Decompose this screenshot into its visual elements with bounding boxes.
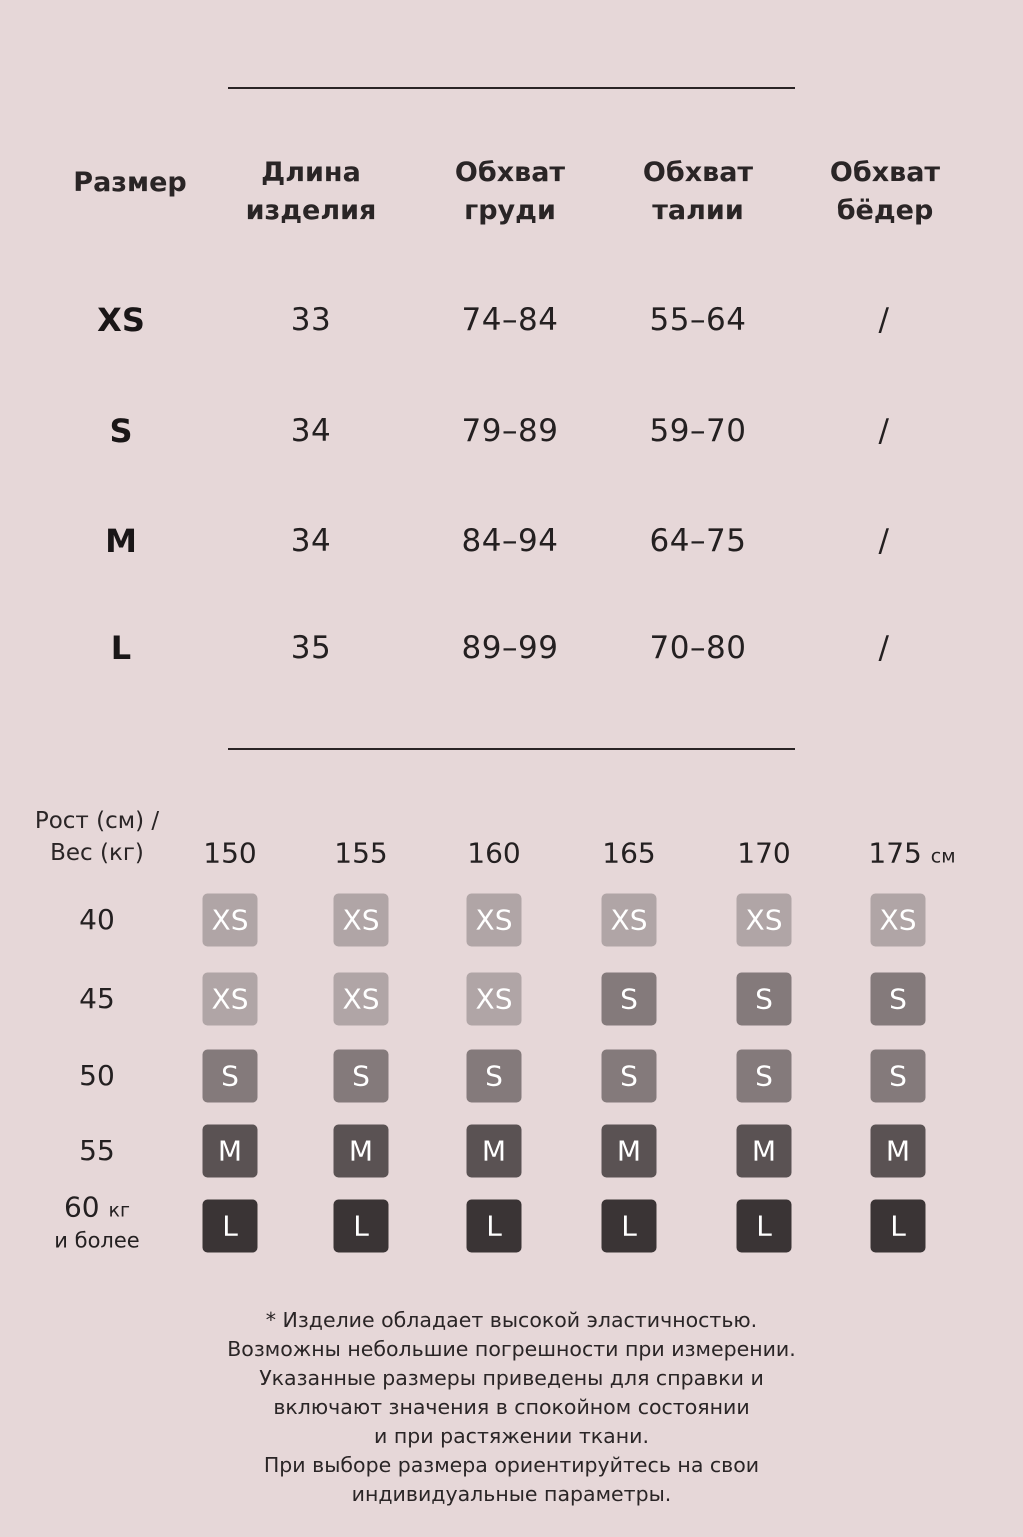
size-badge-l: L <box>203 1200 258 1253</box>
weight-label: 50 <box>79 1059 115 1092</box>
size-badge-s: S <box>334 1050 389 1103</box>
middle-divider <box>228 748 795 750</box>
size-badge-xs: XS <box>467 973 522 1026</box>
header-hips: Обхват бёдер <box>829 157 941 226</box>
size-badge-s: S <box>737 973 792 1026</box>
header-size: Размер <box>73 167 187 198</box>
height-label: 170 <box>737 836 791 870</box>
weight-label: 55 <box>79 1134 115 1167</box>
weight-label: 40 <box>79 903 115 936</box>
grid-corner-label: Рост (см) / Вес (кг) <box>34 808 160 866</box>
size-badge-xs: XS <box>737 894 792 947</box>
weight-label: 60 кг и более <box>54 1193 139 1256</box>
size-badge-l: L <box>467 1200 522 1253</box>
row-hips-value: / <box>878 630 890 666</box>
header-waist: Обхват талии <box>642 157 754 226</box>
header-length: Длина изделия <box>245 157 377 226</box>
row-waist-value: 59–70 <box>649 413 747 449</box>
height-label: 160 <box>467 836 521 870</box>
size-badge-s: S <box>602 973 657 1026</box>
top-divider <box>228 87 795 89</box>
row-length-value: 34 <box>290 413 332 449</box>
size-badge-s: S <box>871 1050 926 1103</box>
size-badge-s: S <box>871 973 926 1026</box>
row-hips-value: / <box>878 523 890 559</box>
size-badge-m: M <box>737 1125 792 1178</box>
row-waist-value: 55–64 <box>649 302 747 338</box>
row-size-label: XS <box>97 301 145 339</box>
row-length-value: 33 <box>290 302 332 338</box>
row-chest-value: 74–84 <box>461 302 559 338</box>
size-badge-s: S <box>467 1050 522 1103</box>
height-label: 155 <box>334 836 388 870</box>
note-line: Указанные размеры приведены для справки и <box>259 1366 764 1390</box>
size-badge-l: L <box>737 1200 792 1253</box>
row-waist-value: 70–80 <box>649 630 747 666</box>
size-badge-xs: XS <box>203 894 258 947</box>
size-badge-m: M <box>203 1125 258 1178</box>
size-badge-xs: XS <box>334 973 389 1026</box>
row-waist-value: 64–75 <box>649 523 747 559</box>
row-length-value: 34 <box>290 523 332 559</box>
size-badge-l: L <box>602 1200 657 1253</box>
note-line: При выборе размера ориентируйтесь на свои <box>263 1453 760 1477</box>
note-line: и при растяжении ткани. <box>374 1424 649 1448</box>
header-chest: Обхват груди <box>454 157 566 226</box>
row-size-label: L <box>110 629 132 667</box>
height-label: 175 см <box>868 836 956 870</box>
row-chest-value: 79–89 <box>461 413 559 449</box>
size-badge-l: L <box>334 1200 389 1253</box>
size-badge-s: S <box>203 1050 258 1103</box>
size-badge-xs: XS <box>203 973 258 1026</box>
weight-label: 45 <box>79 982 115 1015</box>
row-hips-value: / <box>878 302 890 338</box>
size-badge-s: S <box>602 1050 657 1103</box>
size-badge-m: M <box>871 1125 926 1178</box>
note-line: * Изделие обладает высокой эластичностью. <box>265 1308 758 1332</box>
row-length-value: 35 <box>290 630 332 666</box>
size-badge-m: M <box>334 1125 389 1178</box>
size-badge-s: S <box>737 1050 792 1103</box>
note-line: Возможны небольшие погрешности при измерении. <box>227 1337 796 1361</box>
footnote <box>0 1306 1023 1509</box>
weight-unit: кг <box>108 1199 131 1222</box>
height-unit: см <box>930 845 956 868</box>
size-badge-l: L <box>871 1200 926 1253</box>
height-label: 165 <box>602 836 656 870</box>
size-badge-m: M <box>467 1125 522 1178</box>
size-badge-m: M <box>602 1125 657 1178</box>
note-line: индивидуальные параметры. <box>351 1482 672 1506</box>
size-badge-xs: XS <box>602 894 657 947</box>
row-chest-value: 84–94 <box>461 523 559 559</box>
row-size-label: M <box>105 522 137 560</box>
row-size-label: S <box>109 412 133 450</box>
size-badge-xs: XS <box>467 894 522 947</box>
row-hips-value: / <box>878 413 890 449</box>
height-label: 150 <box>203 836 257 870</box>
size-badge-xs: XS <box>871 894 926 947</box>
note-line: включают значения в спокойном состоянии <box>273 1395 750 1419</box>
weight-sub-label: и более <box>54 1228 140 1253</box>
size-badge-xs: XS <box>334 894 389 947</box>
row-chest-value: 89–99 <box>461 630 559 666</box>
